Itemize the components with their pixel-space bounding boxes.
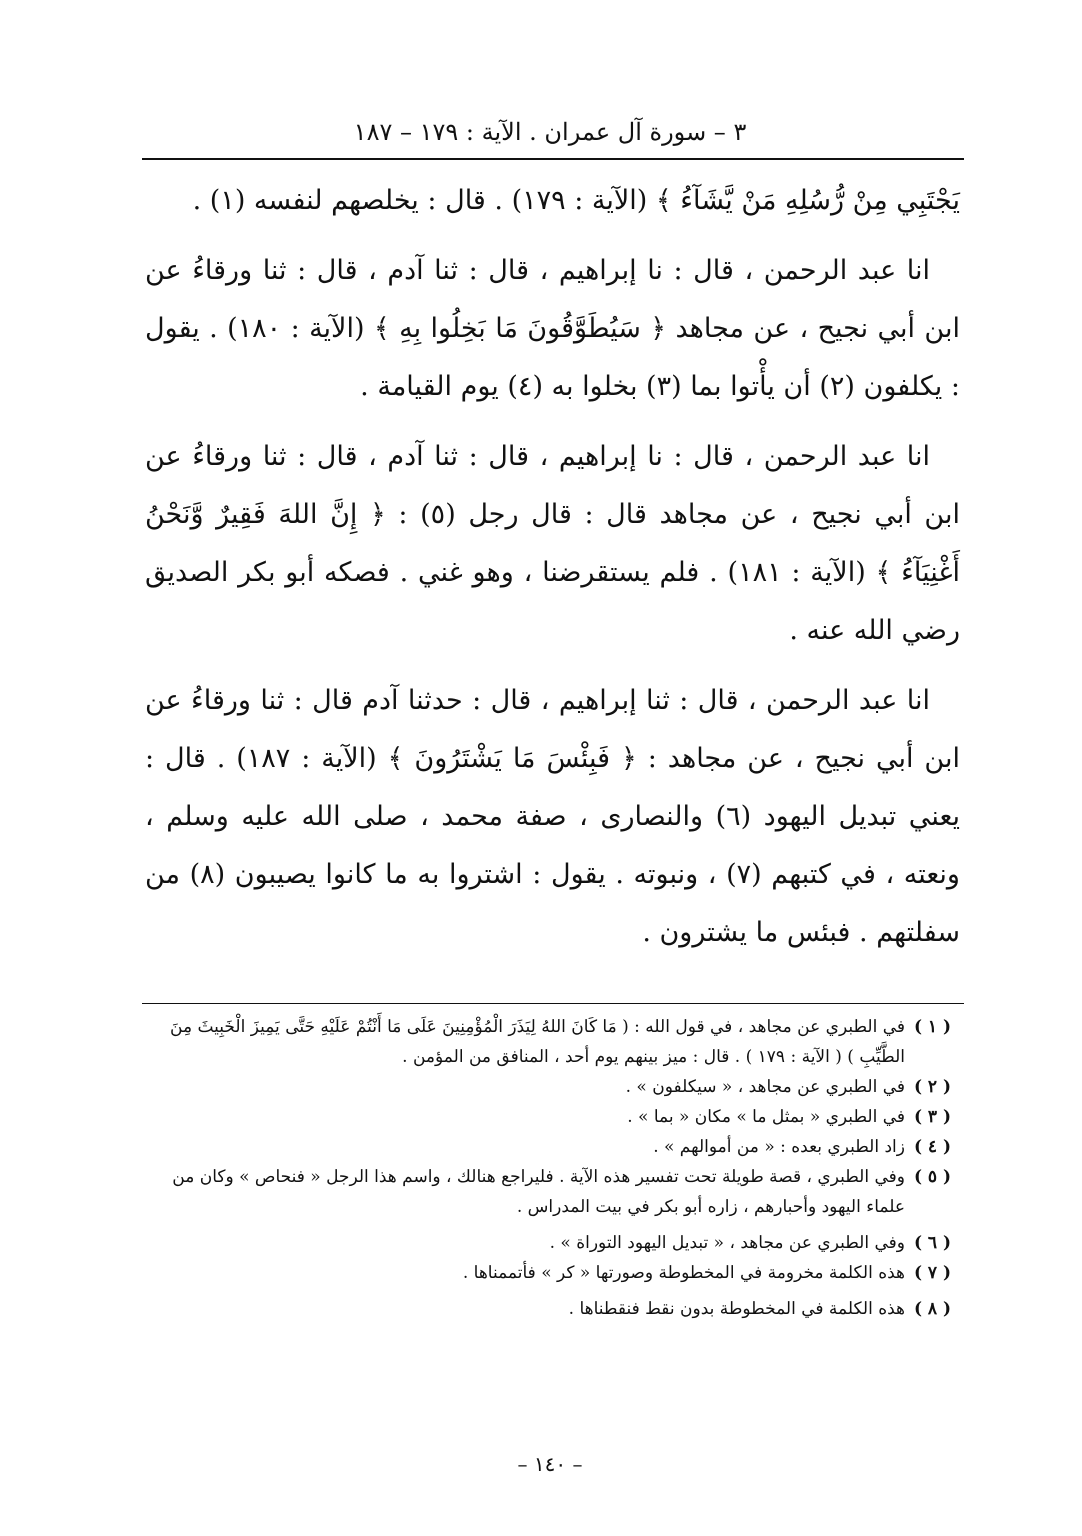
footnote-text: هذه الكلمة مخرومة في المخطوطة وصورتها « كر » فأتممناها . [462, 1263, 905, 1283]
footnote-6 [145, 1228, 960, 1258]
footnote-number: ( ٤ ) [913, 1137, 952, 1157]
footnote-text: في الطبري « بمثل ما » مكان « بما » . [627, 1107, 905, 1127]
footnote-text: في الطبري عن مجاهد ، « سيكلفون » . [625, 1077, 905, 1097]
footnote-number: ( ٣ ) [913, 1107, 952, 1127]
header-rule [142, 158, 964, 160]
footnote-5 [145, 1162, 960, 1222]
footnote-rule [142, 1003, 964, 1004]
page-number: – ١٤٠ – [517, 1452, 583, 1476]
footnote-number: ( ١ ) [913, 1017, 952, 1037]
footnote-number: ( ٨ ) [913, 1299, 952, 1319]
running-header: ٣ – سورة آل عمران . الآية : ١٧٩ – ١٨٧ [353, 118, 747, 146]
paragraph-1: يَجْتَبِي مِنْ رُّسُلِهِ مَنْ يَّشَآءُ ﴾ (الآية : ١٧٩) . قال : يخلصهم لنفسه (١) . [192, 185, 960, 216]
paragraph-4: انا عبد الرحمن ، قال : ثنا إبراهيم ، قال : حدثنا آدم قال : ثنا ورقاءُ عن ابن أبي نجيح ، عن مجاهد : ﴿ فَبِئْسَ مَا يَشْتَرُونَ ﴾ (الآية : ١٨٧) . قال : يعني تبديل اليهود (٦) والنصارى ، صفة محمد ، صلى الله عليه وسلم ، ونعته ، في كتبهم (٧) ، ونبوته . يقول : اشتروا به ما كانوا يصيبون (٨) من سفلتهم . فبئس ما يشترون . [145, 685, 961, 948]
footnote-1 [145, 1012, 960, 1072]
footnote-text: زاد الطبري بعده : « من أموالهم » . [653, 1137, 905, 1157]
footnote-number: ( ٦ ) [913, 1233, 952, 1253]
footnote-8 [145, 1294, 960, 1324]
footnote-text: وفي الطبري عن مجاهد ، « تبديل اليهود التوراة » . [549, 1233, 905, 1253]
paragraph-3: انا عبد الرحمن ، قال : نا إبراهيم ، قال : ثنا آدم ، قال : ثنا ورقاءُ عن ابن أبي نجيح ، عن مجاهد قال : قال رجل (٥) : ﴿ إِنَّ اللهَ فَقِيرٌ وَّنَحْنُ أَغْنِيَآءُ ﴾ (الآية : ١٨١) . فلم يستقرضنا ، وهو غني . فصكه أبو بكر الصديق رضي الله عنه . [145, 441, 961, 646]
footnotes [145, 1012, 960, 1324]
paragraph-2: انا عبد الرحمن ، قال : نا إبراهيم ، قال : ثنا آدم ، قال : ثنا ورقاءُ عن ابن أبي نجيح ، عن مجاهد ﴿ سَيُطَوَّقُونَ مَا بَخِلُوا بِهِ ﴾ (الآية : ١٨٠) . يقول : يكلفون (٢) أن يأْتوا بما (٣) بخلوا به (٤) يوم القيامة . [145, 255, 960, 402]
footnote-text: هذه الكلمة في المخطوطة بدون نقط فنقطناها . [568, 1299, 905, 1319]
footnote-number: ( ٢ ) [913, 1077, 952, 1097]
footnote-4 [145, 1132, 960, 1162]
footnote-number: ( ٥ ) [913, 1167, 952, 1187]
footnote-3 [145, 1102, 960, 1132]
footnote-number: ( ٧ ) [913, 1263, 952, 1283]
footnote-7 [145, 1258, 960, 1288]
main-text [145, 172, 960, 962]
footnote-2 [145, 1072, 960, 1102]
footnote-text: وفي الطبري ، قصة طويلة تحت تفسير هذه الآية . فليراجع هنالك ، واسم هذا الرجل « فنحاص » وكان من علماء اليهود وأحبارهم ، زاره أبو بكر في بيت المدراس . [172, 1167, 905, 1217]
footnote-text: في الطبري عن مجاهد ، في قول الله : ( مَا كَانَ اللهُ لِيَذَرَ الْمُؤْمِنِينَ عَلَى مَا أَنْتُمْ عَلَيْهِ حَتَّى يَمِيزَ الْخَبِيثَ مِنَ الطَّيِّبِ ) ( الآية : ١٧٩ ) . قال : ميز بينهم يوم أحد ، المنافق من المؤمن . [170, 1017, 905, 1067]
